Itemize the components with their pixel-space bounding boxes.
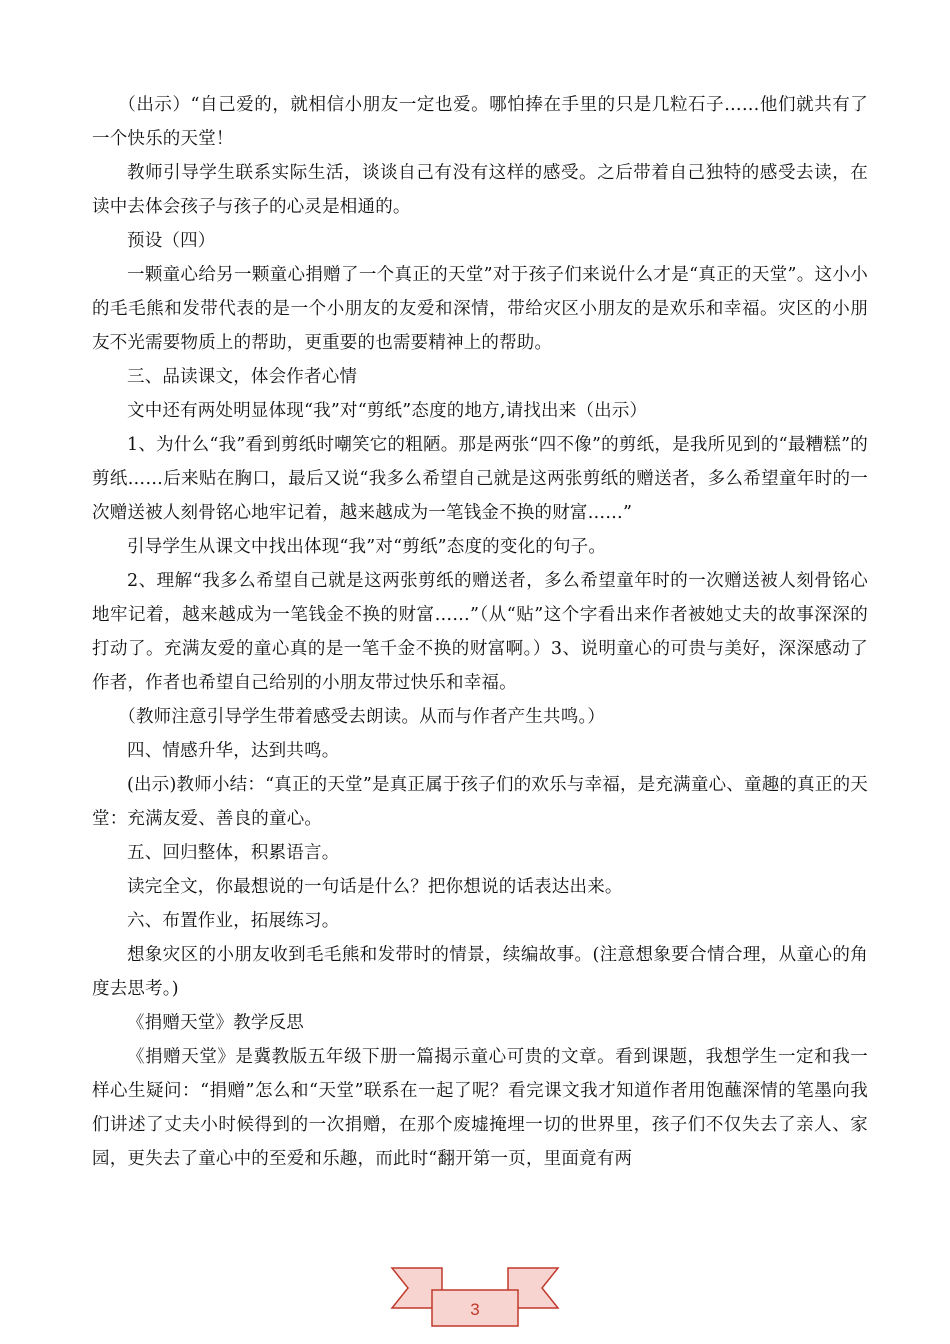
paragraph: 想象灾区的小朋友收到毛毛熊和发带时的情景，续编故事。(注意想象要合情合理，从童心的角度去思考。) — [92, 945, 868, 999]
page-number: 3 — [470, 1300, 480, 1319]
page-footer — [0, 1262, 950, 1332]
paragraph: 《捐赠天堂》是冀教版五年级下册一篇揭示童心可贵的文章。看到课题，我想学生一定和我一样心生疑问：“捐赠”怎么和“天堂”联系在一起了呢？看完课文我才知道作者用饱蘸深情的笔墨向我们讲述了丈夫小时候得到的一次捐赠，在那个废墟掩埋一切的世界里，孩子们不仅失去了亲人、家园，更失去了童心中的至爱和乐趣，而此时“翻开第一页，里面竟有两 — [92, 1047, 868, 1169]
paragraph: 预设（四） — [127, 231, 216, 251]
paragraph: 引导学生从课文中找出体现“我”对“剪纸”态度的变化的句子。 — [127, 537, 607, 557]
paragraph: 教师引导学生联系实际生活，谈谈自己有没有这样的感受。之后带着自己独特的感受去读，在读中去体会孩子与孩子的心灵是相通的。 — [92, 163, 868, 217]
paragraph: 一颗童心给另一颗童心捐赠了一个真正的天堂”对于孩子们来说什么才是“真正的天堂”。这小小的毛毛熊和发带代表的是一个小朋友的友爱和深情，带给灾区小朋友的是欢乐和幸福。灾区的小朋友不光需要物质上的帮助，更重要的也需要精神上的帮助。 — [92, 265, 868, 353]
section-heading: 六、布置作业，拓展练习。 — [127, 911, 340, 931]
paragraph: 1、为什么“我”看到剪纸时嘲笑它的粗陋。那是两张“四不像”的剪纸，是我所见到的“最糟糕”的剪纸……后来贴在胸口，最后又说“我多么希望自己就是这两张剪纸的赠送者，多么希望童年时的一次赠送被人刻骨铭心地牢记着，越来越成为一笔钱金不换的财富……” — [92, 435, 868, 523]
paragraph: （教师注意引导学生带着感受去朗读。从而与作者产生共鸣。） — [118, 707, 606, 727]
section-heading: 三、品读课文，体会作者心情 — [127, 367, 358, 387]
section-heading: 五、回归整体，积累语言。 — [127, 843, 340, 863]
paragraph: (出示)教师小结：“真正的天堂”是真正属于孩子们的欢乐与幸福，是充满童心、童趣的真正的天堂：充满友爱、善良的童心。 — [92, 775, 868, 829]
section-heading: 《捐赠天堂》教学反思 — [127, 1013, 304, 1033]
paragraph: 2、理解“我多么希望自己就是这两张剪纸的赠送者，多么希望童年时的一次赠送被人刻骨铭心地牢记着，越来越成为一笔钱金不换的财富……”（从“贴”这个字看出来作者被她丈夫的故事深深的打动了。充满友爱的童心真的是一笔千金不换的财富啊。）3、说明童心的可贵与美好，深深感动了作者，作者也希望自己给别的小朋友带过快乐和幸福。 — [92, 571, 868, 693]
paragraph: （出示）“自己爱的，就相信小朋友一定也爱。哪怕捧在手里的只是几粒石子……他们就共有了一个快乐的天堂！ — [92, 95, 868, 149]
paragraph: 文中还有两处明显体现“我”对“剪纸”态度的地方,请找出来（出示） — [127, 401, 648, 421]
section-heading: 四、情感升华，达到共鸣。 — [127, 741, 340, 761]
paragraph: 读完全文，你最想说的一句话是什么？把你想说的话表达出来。 — [127, 877, 623, 897]
document-body — [92, 88, 868, 1176]
